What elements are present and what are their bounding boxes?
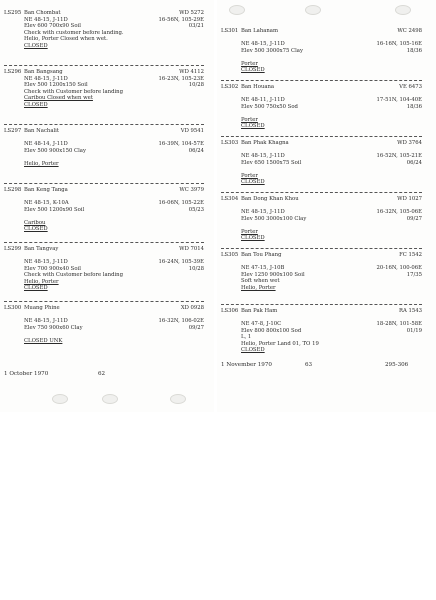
entry-text: CLOSED [241, 66, 265, 73]
entry-text: NE 48-15, K-10A [24, 200, 69, 207]
entry-header [4, 128, 204, 135]
entry-coordinates: 16-06N, 105-22E [158, 200, 204, 207]
entry-text: NE 48-15, J-11D [24, 76, 68, 82]
entry-text: CLOSED [24, 225, 48, 232]
entry-coordinates: 01/19 [406, 327, 422, 334]
entry-text: Porter [241, 60, 258, 67]
entry-text: NE 48-14, J-11D [24, 141, 68, 148]
entry-line [4, 43, 204, 49]
entry-coordinates: 09/27 [188, 324, 204, 331]
airstrip-entry [221, 140, 422, 185]
grid-reference: WD 7014 [179, 246, 204, 252]
entry-text: Elev 500 900x150 Clay [24, 147, 86, 154]
entry-coordinates: 09/27 [406, 215, 422, 222]
entry-text: Caribou [24, 219, 46, 226]
entry-text: Elev 500 1200x90 Soil [24, 206, 85, 213]
entry-text: CLOSED [24, 101, 48, 108]
entry-text: Check with Customer before landing [24, 272, 123, 279]
entry-text: L, 1 [241, 334, 252, 341]
punch-hole [305, 5, 321, 15]
entry-text: Porter [241, 228, 258, 235]
airstrip-entry [221, 308, 422, 353]
entry-text: CLOSED [24, 42, 48, 49]
entry-text: CLOSED UNK [24, 337, 63, 344]
entry-coordinates: 16-24N, 105-39E [158, 259, 204, 266]
entry-text: Elev 500 1200x150 Soil [24, 82, 88, 89]
site-code: LS295 [4, 10, 22, 16]
entry-text: NE 48-15, J-11D [241, 153, 285, 160]
entry-header [221, 308, 422, 315]
entry-text: Helio, Porter [24, 278, 59, 285]
entry-coordinates: 16-32N, 105-06E [376, 209, 422, 216]
entry-divider [4, 183, 204, 184]
entry-divider [221, 304, 422, 305]
entry-text: Elev 800 800x100 Sod [241, 327, 302, 334]
right-page [217, 0, 436, 412]
airstrip-entry [221, 252, 422, 291]
entry-text: NE 48-15, J-11D [241, 41, 285, 48]
site-code: LS303 [221, 140, 239, 146]
entry-text: CLOSED [24, 284, 48, 291]
punch-hole [395, 5, 411, 15]
entry-text: Caribou Closed when wet [24, 95, 93, 102]
entry-text: Elev 500 3000x75 Clay [241, 47, 303, 54]
entry-text: Elev 1250 900x100 Soil [241, 271, 305, 278]
site-name: Ban Bangsang [24, 69, 63, 75]
punch-hole [102, 394, 118, 404]
site-code: LS305 [221, 252, 239, 258]
grid-reference: WD 3764 [397, 140, 422, 146]
grid-reference: FC 1542 [399, 252, 422, 258]
entry-text: Elev 700 900x40 Soil [24, 265, 81, 272]
site-name: Ban Nachalit [24, 128, 59, 134]
airstrip-entry [4, 128, 204, 167]
entry-text: NE 48-15, J-11D [24, 17, 68, 23]
airstrip-entry [4, 10, 204, 49]
page-number: 62 [98, 371, 106, 377]
entry-text: NE 47-15, J-10B [241, 265, 285, 272]
airstrip-entry [4, 187, 204, 232]
left-page [0, 0, 214, 412]
entry-coordinates: 18/36 [406, 47, 422, 54]
entry-text: Helio, Porter [24, 160, 59, 167]
entry-coordinates: 16-32N, 106-02E [158, 318, 204, 325]
entry-text: Elev 500 750x50 Sod [241, 103, 298, 110]
entry-text: Porter [241, 116, 258, 123]
entry-line [4, 161, 204, 167]
grid-reference: XD 0928 [180, 305, 204, 311]
entry-line [4, 226, 204, 232]
entry-line [221, 347, 422, 353]
site-code: LS296 [4, 69, 22, 75]
site-code: LS300 [4, 305, 22, 311]
entry-text: CLOSED [241, 234, 265, 241]
entry-coordinates: 05/23 [188, 206, 204, 213]
grid-reference: WD 5272 [179, 10, 204, 16]
entry-coordinates: 03/21 [188, 23, 204, 30]
site-code: LS301 [221, 28, 239, 34]
entry-text: CLOSED [241, 178, 265, 185]
entry-coordinates: 10/28 [188, 82, 204, 89]
entry-text: NE 48-11, J-11D [241, 97, 285, 104]
entry-header [221, 28, 422, 35]
entry-divider [4, 242, 204, 243]
entry-text: CLOSED [241, 122, 265, 129]
airstrip-entry [221, 196, 422, 241]
entry-text: Soft when wet [241, 278, 280, 285]
punch-hole [52, 394, 68, 404]
entry-coordinates: 18/36 [406, 103, 422, 110]
site-name: Ban Lahanam [241, 28, 278, 34]
entry-coordinates: 16-39N, 104-57E [158, 141, 204, 148]
site-code: LS297 [4, 128, 22, 134]
grid-reference: WD 1027 [397, 196, 422, 202]
airstrip-entry [4, 69, 204, 108]
entry-header [4, 187, 204, 194]
site-name: Ban Houana [241, 84, 275, 90]
site-name: Ban Keng Tanga [24, 187, 68, 193]
entry-coordinates: 16-23N, 105-23E [158, 76, 204, 82]
entry-header [4, 305, 204, 312]
entry-text: Helio, Porter [241, 284, 276, 291]
site-code: LS299 [4, 246, 22, 252]
site-code: LS298 [4, 187, 22, 193]
entry-line [221, 235, 422, 241]
entry-header [221, 84, 422, 91]
entry-line [221, 67, 422, 73]
entry-coordinates: 16-16N, 105-16E [376, 41, 422, 48]
entry-header [4, 246, 204, 253]
entry-divider [4, 124, 204, 125]
entry-line [4, 285, 204, 291]
entry-coordinates: 10/28 [188, 265, 204, 272]
entry-text: NE 48-15, J-11D [241, 209, 285, 216]
site-code: LS304 [221, 196, 239, 202]
entry-text: Helio, Porter Land 01, TO 19 [241, 340, 319, 347]
page-number: 63 [305, 362, 313, 368]
entry-divider [221, 248, 422, 249]
entry-coordinates: 06/24 [406, 159, 422, 166]
entry-coordinates: 18-28N, 101-58E [376, 321, 422, 328]
entry-line [221, 123, 422, 129]
entry-text: Elev 600 700x90 Soil [24, 23, 81, 30]
entry-coordinates: 17-51N, 104-40E [376, 97, 422, 104]
entry-text: NE 47-8, J-10C [241, 321, 282, 328]
page-range: 295-306 [385, 362, 409, 368]
entry-text: Elev 650 1500x75 Soil [241, 159, 302, 166]
grid-reference: VD 9541 [180, 128, 204, 134]
entry-divider [221, 80, 422, 81]
site-name: Ban Tangvay [24, 246, 59, 252]
site-name: Ban Chombat [24, 10, 61, 16]
entry-divider [4, 301, 204, 302]
entry-text: Helio, Porter Closed when wet. [24, 36, 108, 43]
punch-hole [229, 5, 245, 15]
grid-reference: RA 1543 [399, 308, 422, 314]
entry-text: Elev 500 3000x100 Clay [241, 215, 307, 222]
entry-divider [221, 192, 422, 193]
airstrip-entry [4, 305, 204, 344]
entry-text: CLOSED [241, 346, 265, 353]
entry-text: Elev 750 900x60 Clay [24, 324, 83, 331]
site-name: Muang Phine [24, 305, 60, 311]
grid-reference: VE 6473 [399, 84, 422, 90]
site-name: Ban Pak Ham [241, 308, 278, 314]
entry-line [221, 179, 422, 185]
entry-coordinates: 16-52N, 105-21E [376, 153, 422, 160]
grid-reference: WC 3979 [179, 187, 204, 193]
entry-text: NE 48-15, J-11D [24, 259, 68, 266]
entry-header [221, 252, 422, 259]
site-name: Ban Dong Khan Khou [241, 196, 299, 202]
entry-text: Check with customer before landing. [24, 29, 124, 36]
grid-reference: WC 2498 [397, 28, 422, 34]
airstrip-entry [4, 246, 204, 291]
footer-date: 1 October 1970 [4, 371, 49, 377]
entry-coordinates: 06/24 [188, 147, 204, 154]
entry-header [221, 196, 422, 203]
grid-reference: WD 4112 [179, 69, 204, 75]
footer-date: 1 November 1970 [221, 362, 272, 368]
entry-header [4, 69, 204, 76]
entry-coordinates: 20-16N, 100-06E [376, 265, 422, 272]
entry-divider [221, 136, 422, 137]
entry-coordinates: 17/35 [406, 271, 422, 278]
entry-line [4, 102, 204, 108]
entry-text: Check with Customer before landing [24, 88, 123, 95]
entry-text: Porter [241, 172, 258, 179]
entry-header [221, 140, 422, 147]
site-code: LS306 [221, 308, 239, 314]
entry-line [4, 338, 204, 344]
site-name: Ban Phak Khagna [241, 140, 289, 146]
site-code: LS302 [221, 84, 239, 90]
entry-line [221, 285, 422, 291]
entry-header [4, 10, 204, 17]
entry-divider [4, 65, 204, 66]
airstrip-entry [221, 84, 422, 129]
airstrip-entry [221, 28, 422, 73]
entry-text: NE 48-15, J-11D [24, 318, 68, 325]
site-name: Ban Tou Phang [241, 252, 282, 258]
entry-coordinates: 16-56N, 105-29E [158, 17, 204, 23]
punch-hole [170, 394, 186, 404]
